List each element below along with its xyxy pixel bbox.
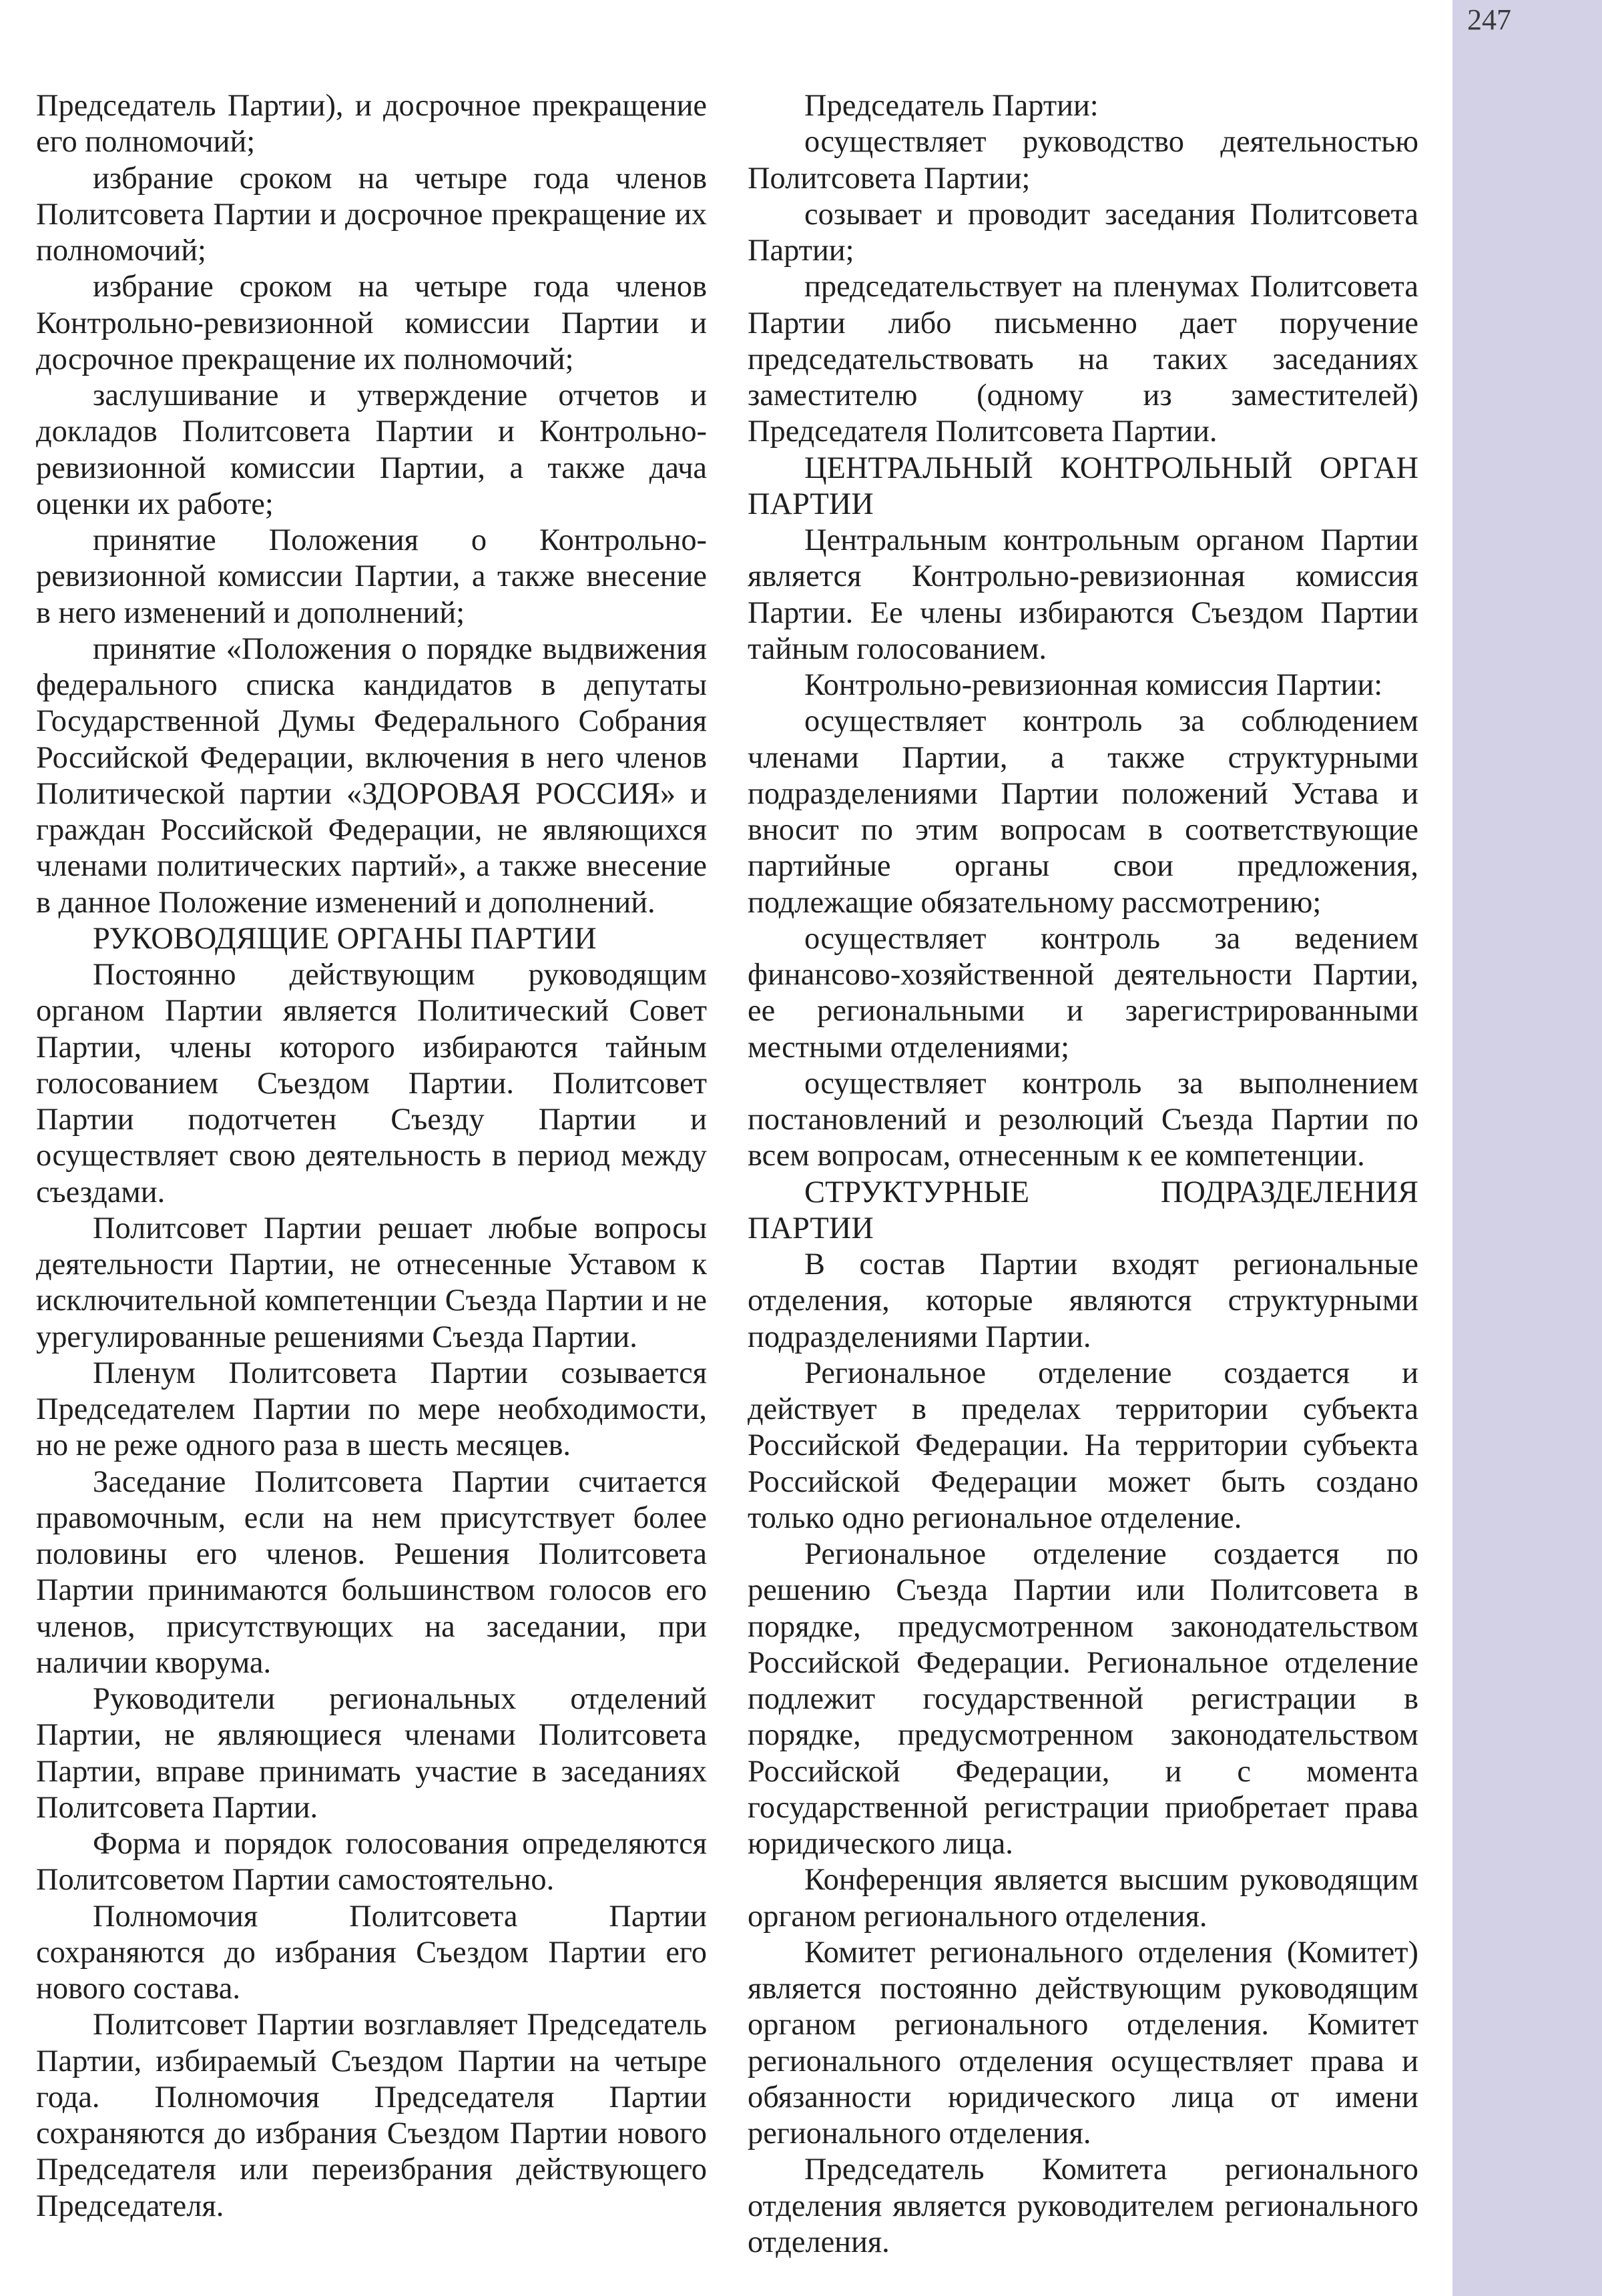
paragraph: созывает и проводит заседания Политсовета Партии;	[748, 197, 1418, 268]
paragraph: осуществляет руководство деятельностью Политсовета Партии;	[748, 125, 1418, 196]
paragraph: Конференция является высшим руководящим органом регионального отделения.	[748, 1863, 1418, 1934]
paragraph: Постоянно действующим руководящим органом Партии является Политический Совет Партии, члены которого избираются тайным голосованием Съездом Партии. Политсовет Партии подотчетен Съезду Партии и осуществляет свою деятельность в период между съездами.	[36, 958, 707, 1209]
paragraph: Председатель Комитета регионального отделения является руководителем регионального отделения.	[748, 2152, 1418, 2259]
section-heading: СТРУКТУРНЫЕ ПОДРАЗДЕЛЕНИЯ ПАРТИИ	[748, 1175, 1418, 1245]
paragraph: Форма и порядок голосования определяются Политсоветом Партии самостоятельно.	[36, 1827, 707, 1898]
paragraph: Политсовет Партии возглавляет Председатель Партии, избираемый Съездом Партии на четыре года. Полномочия Председателя Партии сохраняются до избрания Съездом Партии нового Председателя или переизбрания действующего Председателя.	[36, 2008, 707, 2223]
left-text-column	[36, 88, 707, 2225]
paragraph: председательствует на пленумах Политсовета Партии либо письменно дает поручение председательствовать на таких заседаниях заместителю (одному из заместителей) Председателя Политсовета Партии.	[748, 270, 1418, 449]
paragraph: Комитет регионального отделения (Комитет) является постоянно действующим руководящим органом регионального отделения. Комитет регионального отделения осуществляет права и обязанности юридического лица от имени регионального отделения.	[748, 1935, 1418, 2150]
paragraph: принятие Положения о Контрольно-ревизионной комиссии Партии, а также внесение в него изменений и дополнений;	[36, 523, 707, 630]
paragraph: Председатель Партии), и досрочное прекращение его полномочий;	[36, 89, 707, 160]
paragraph: Региональное отделение создается по решению Съезда Партии или Политсовета в порядке, предусмотренном законодательством Российской Федерации. Региональное отделение подлежит государственной регистрации в порядке, предусмотренном законодательством Российской Федерации, и с момента государственной регистрации приобретает права юридического лица.	[748, 1537, 1418, 1861]
paragraph: Заседание Политсовета Партии считается правомочным, если на нем присутствует более половины его членов. Решения Политсовета Партии принимаются большинством голосов его членов, присутствующих на заседании, при наличии кворума.	[36, 1464, 707, 1680]
paragraph: Центральным контрольным органом Партии является Контрольно-ревизионная комиссия Партии. Ее члены избираются Съездом Партии тайным голосованием.	[748, 523, 1418, 666]
paragraph: осуществляет контроль за ведением финансово-хозяйственной деятельности Партии, ее региональными и зарегистрированными местными отделениями;	[748, 921, 1418, 1065]
paragraph: Региональное отделение создается и действует в пределах территории субъекта Российской Федерации. На территории субъекта Российской Федерации может быть создано только одно региональное отделение.	[748, 1356, 1418, 1535]
right-text-column	[748, 88, 1418, 2261]
paragraph: Пленум Политсовета Партии созывается Председателем Партии по мере необходимости, но не реже одного раза в шесть месяцев.	[36, 1356, 707, 1463]
paragraph: принятие «Положения о порядке выдвижения федерального списка кандидатов в депутаты Государственной Думы Федерального Собрания Российской Федерации, включения в него членов Политической партии «ЗДОРОВАЯ РОССИЯ» и граждан Российской Федерации, не являющихся членами политических партий», а также внесение в данное Положение изменений и дополнений.	[36, 631, 707, 920]
paragraph: избрание сроком на четыре года членов Контрольно-ревизионной комиссии Партии и досрочное прекращение их полномочий;	[36, 270, 707, 376]
paragraph: Политсовет Партии решает любые вопросы деятельности Партии, не отнесенные Уставом к исключительной компетенции Съезда Партии и не урегулированные решениями Съезда Партии.	[36, 1211, 707, 1354]
paragraph: осуществляет контроль за соблюдением членами Партии, а также структурными подразделениями Партии положений Устава и вносит по этим вопросам в соответствующие партийные органы свои предложения, подлежащие обязательному рассмотрению;	[748, 704, 1418, 920]
paragraph: Руководители региональных отделений Партии, не являющиеся членами Политсовета Партии, вправе принимать участие в заседаниях Политсовета Партии.	[36, 1682, 707, 1825]
paragraph: избрание сроком на четыре года членов Политсовета Партии и досрочное прекращение их полномочий;	[36, 161, 707, 268]
page-side-band	[1452, 0, 1602, 2296]
paragraph: Полномочия Политсовета Партии сохраняются до избрания Съездом Партии его нового состава.	[36, 1899, 707, 2006]
section-heading: ЦЕНТРАЛЬНЫЙ КОНТРОЛЬНЫЙ ОРГАН ПАРТИИ	[748, 451, 1418, 521]
paragraph: заслушивание и утверждение отчетов и докладов Политсовета Партии и Контрольно-ревизионной комиссии Партии, а также дача оценки их работе;	[36, 378, 707, 521]
section-heading: РУКОВОДЯЩИЕ ОРГАНЫ ПАРТИИ	[93, 921, 597, 956]
paragraph: Председатель Партии:	[804, 89, 1099, 123]
paragraph: осуществляет контроль за выполнением постановлений и резолюций Съезда Партии по всем вопросам, отнесенным к ее компетенции.	[748, 1066, 1418, 1173]
paragraph: В состав Партии входят региональные отделения, которые являются структурными подразделениями Партии.	[748, 1247, 1418, 1354]
page-number: 247	[1467, 3, 1511, 36]
paragraph: Контрольно-ревизионная комиссия Партии:	[804, 668, 1383, 702]
